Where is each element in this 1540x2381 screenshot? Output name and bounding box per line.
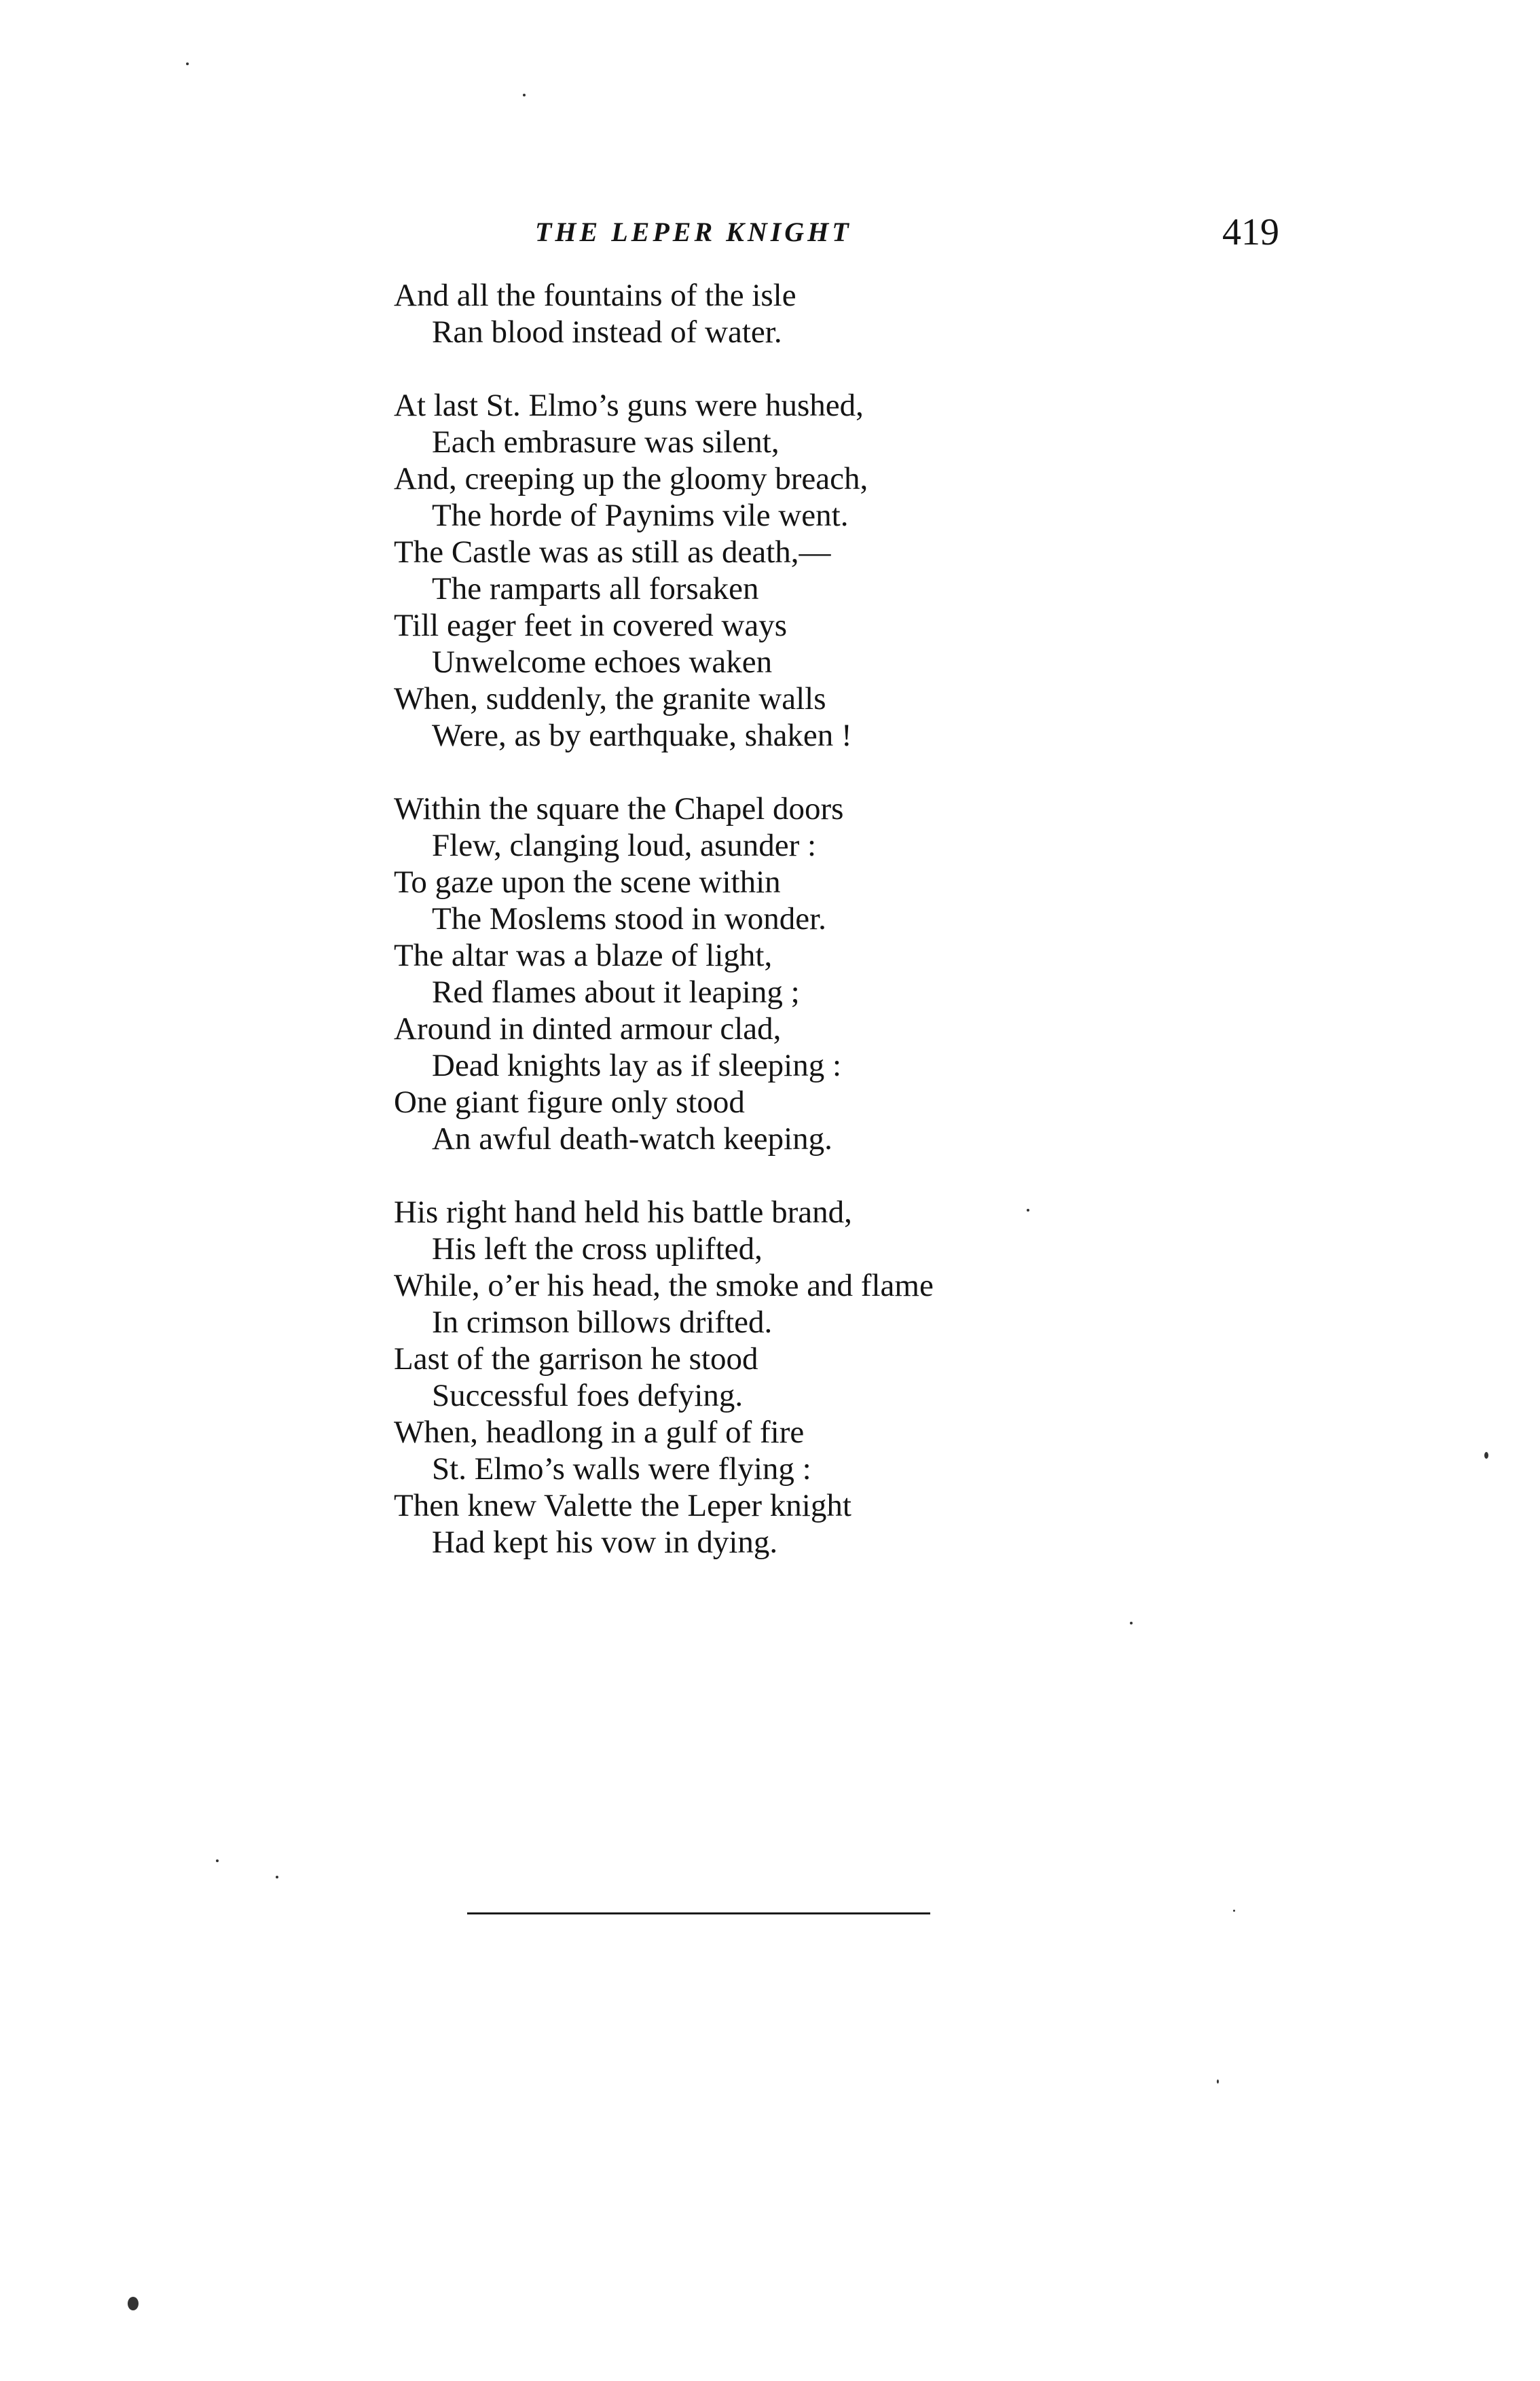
scan-speck [1217,2079,1219,2084]
poem-line: In crimson billows drifted. [432,1305,773,1340]
stanza-gap [394,350,1100,387]
poem-line: Then knew Valette the Leper knight [394,1488,851,1523]
poem-line: Dead knights lay as if sleeping : [432,1048,842,1083]
poem-line: Successful foes defying. [432,1378,744,1413]
running-head [0,211,1540,251]
scan-speck [523,94,526,96]
poem-line: The Moslems stood in wonder. [432,901,826,937]
stanza-3 [394,790,1100,1157]
poem-line: Within the square the Chapel doors [394,791,844,826]
poem-line: Had kept his vow in dying. [432,1525,778,1560]
stanza-4 [394,1194,1100,1561]
poem-line: Ran blood instead of water. [432,314,782,350]
poem-line: St. Elmo’s walls were flying : [432,1451,811,1487]
poem-line: Last of the garrison he stood [394,1341,758,1377]
poem-line: His left the cross uplifted, [432,1231,763,1267]
scan-speck [1484,1452,1488,1459]
scan-speck [128,2297,139,2310]
poem-line: Unwelcome echoes waken [432,644,773,680]
poem-line: The Castle was as still as death,— [394,534,831,570]
scan-speck [276,1876,278,1878]
poem-line: One giant figure only stood [394,1085,745,1120]
scan-speck [1233,1910,1235,1912]
poem-line: Till eager feet in covered ways [394,608,788,643]
poem-line: His right hand held his battle brand, [394,1195,852,1230]
poem-line: And all the fountains of the isle [394,278,796,313]
poem-line: An awful death-watch keeping. [432,1121,832,1157]
stanza-2 [394,387,1100,754]
scan-speck [1130,1622,1133,1624]
stanza-gap [394,754,1100,790]
poem-line: And, creeping up the gloomy breach, [394,461,868,496]
poem-line: Flew, clanging loud, asunder : [432,828,817,863]
poem [394,277,1100,1561]
stanza-1 [394,277,1100,350]
end-rule [467,1912,930,1914]
running-title: THE LEPER KNIGHT [535,217,852,247]
poem-line: While, o’er his head, the smoke and flame [394,1268,934,1303]
scan-speck [186,62,189,65]
poem-line: At last St. Elmo’s guns were hushed, [394,388,864,423]
poem-line: The altar was a blaze of light, [394,938,773,973]
page-number: 419 [1222,211,1279,253]
scan-speck [1027,1209,1029,1212]
scan-speck [216,1859,219,1862]
poem-line: Red flames about it leaping ; [432,975,800,1010]
poem-line: When, headlong in a gulf of fire [394,1415,805,1450]
poem-line: Each embrasure was silent, [432,424,780,460]
poem-line: When, suddenly, the granite walls [394,681,826,716]
poem-line: Around in dinted armour clad, [394,1011,782,1047]
poem-line: The horde of Paynims vile went. [432,498,849,533]
poem-line: To gaze upon the scene within [394,865,781,900]
poem-line: The ramparts all forsaken [432,571,759,606]
poem-line: Were, as by earthquake, shaken ! [432,718,852,753]
stanza-gap [394,1157,1100,1194]
